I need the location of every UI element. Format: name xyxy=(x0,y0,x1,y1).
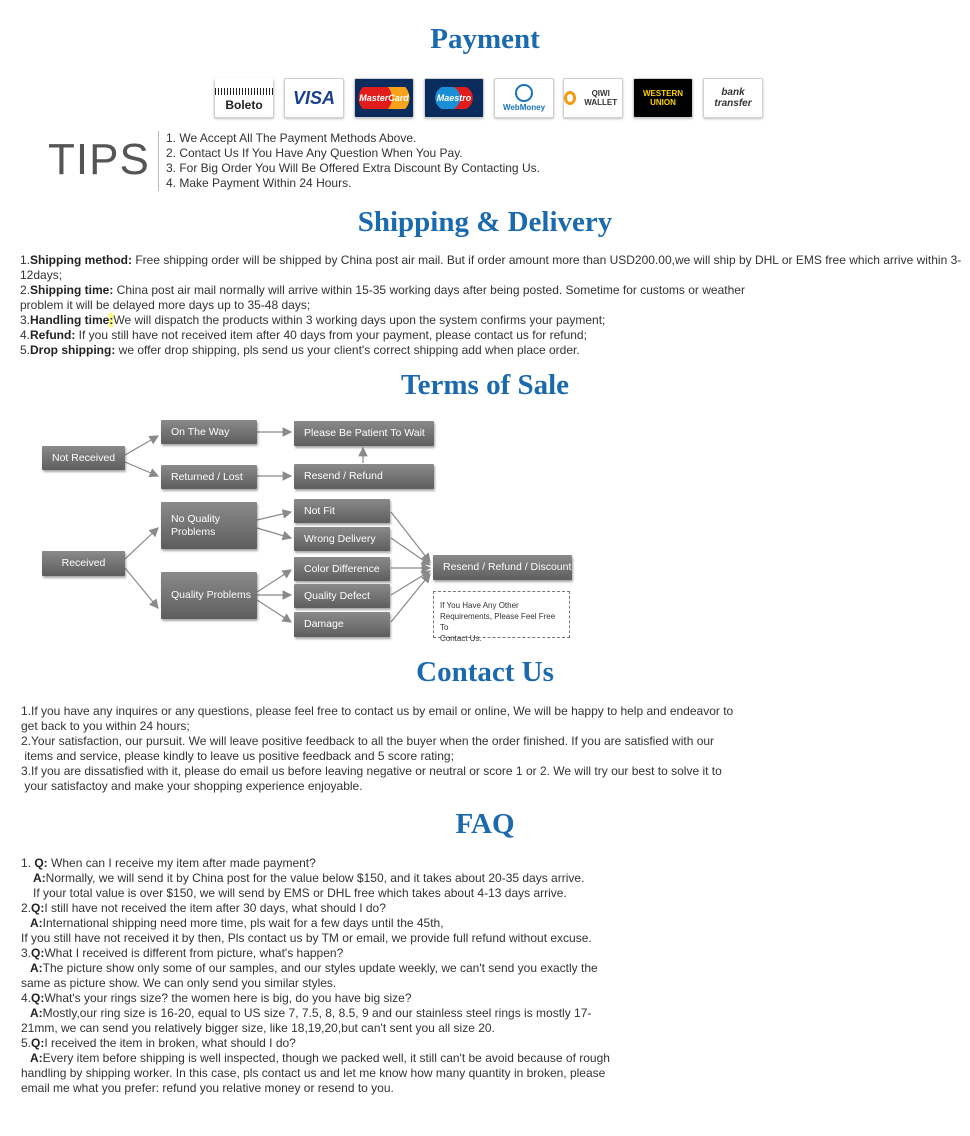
shipping-heading: Shipping & Delivery xyxy=(357,206,613,238)
flow-received: Received xyxy=(42,551,125,576)
visa-icon: VISA xyxy=(284,78,344,118)
bank-transfer-icon: bank transfer xyxy=(703,78,763,118)
tip-item: 3. For Big Order You Will Be Offered Extra Discount By Contacting Us. xyxy=(166,161,540,175)
flow-not-received: Not Received xyxy=(42,446,125,470)
flow-wrong-delivery: Wrong Delivery xyxy=(294,527,390,551)
flow-be-patient: Please Be Patient To Wait xyxy=(294,421,434,446)
western-union-icon: WESTERN UNION xyxy=(633,78,693,118)
payment-heading: Payment xyxy=(430,23,540,55)
maestro-icon: Maestro xyxy=(424,78,484,118)
tip-item: 2. Contact Us If You Have Any Question When You Pay. xyxy=(166,146,463,160)
flow-on-the-way: On The Way xyxy=(161,420,257,444)
flow-resend-refund-discount: Resend / Refund / Discount xyxy=(433,555,572,580)
flow-returned-lost: Returned / Lost xyxy=(161,465,257,489)
tips-title: TIPS xyxy=(48,135,150,184)
flow-note: If You Have Any Other Requirements, Please Feel Free To Contact Us. xyxy=(433,591,570,638)
faq-heading: FAQ xyxy=(455,808,515,840)
mastercard-icon: MasterCard xyxy=(354,78,414,118)
flow-color-difference: Color Difference xyxy=(294,557,390,581)
boleto-icon: Boleto xyxy=(214,78,274,118)
flow-not-fit: Not Fit xyxy=(294,499,390,523)
qiwi-icon: QIWI WALLET xyxy=(563,78,623,118)
flow-resend-refund: Resend / Refund xyxy=(294,464,434,489)
contact-text: 1.If you have any inquires or any questions, please feel free to contact us by email or online, We will be happy to help and endeavor to get back to you within 24 hours; 2.Your satisfaction, our pursuit. We will leave positive feedback to all the buyer when the order finished. If you are satisfied with our items and service, please kindly to leave us positive feedback and 5 score rating; 3.If you are dissatisfied with it, please do email us before leaving negative or neutral or score 1 or 2. We will try our best to solve it to your satisfactoy and make your shopping experience enjoyable. xyxy=(21,704,734,793)
tip-item: 4. Make Payment Within 24 Hours. xyxy=(166,176,352,190)
webmoney-icon: WebMoney xyxy=(494,78,554,118)
flow-no-quality-problems: No Quality Problems xyxy=(161,502,257,549)
flow-quality-problems: Quality Problems xyxy=(161,572,257,619)
faq-text: 1. Q: When can I receive my item after made payment? A:Normally, we will send it by China post for the value below $150, and it takes about 20-35 days arrive. If your total value is over $150, we will send by EMS or DHL free which takes about 4-13 days arrive. 2.Q:I still have not received the item after 30 days, what should I do? A:International shipping need more time, pls wait for a few days until the 45th, If you still have not received it by then, Pls contact us by TM or email, we provide full refund without excuse. 3.Q:What I received is different from picture, what's happen? A:The picture show only some of our samples, and our styles update weekly, we can't send you exactly the same as picture show. We can only send you similar styles. 4.Q:What's your rings size? the women here is big, do you have big size? A:Mostly,our ring size is 16-20, equal to US size 7, 7.5, 8, 8.5, 9 and our stainless steel rings is mostly 17- 21mm, we can send you relatively bigger size, like 18,19,20,but can't sent you all size 20. 5.Q:I received the item in broken, what should I do? A:Every item before shipping is well inspected, though we packed well, it still can't be avoid because of rough handling by shipping worker. In this case, pls contact us and let me know how many quantity in broken, please email me what you prefer: refund you relative money or resend to you. xyxy=(21,856,610,1095)
contact-heading: Contact Us xyxy=(416,656,554,688)
flow-damage: Damage xyxy=(294,612,390,637)
shipping-text: 1.Shipping method: Free shipping order will be shipped by China post air mail. But if order amount more than USD200.00,we will ship by DHL or EMS free which arrive within 3- 12days; 2.Shipping time: China post air mail normally will arrive within 15-35 working days after being posted. Sometime for customs or weather problem it will be delayed more days up to 35-48 days; 3.Handling time:We will dispatch the products within 3 working days upon the system confirms your payment; 4.Refund: If you still have not received item after 40 days from your payment, please contact us for refund; 5.Drop shipping: we offer drop shipping, pls send us your client's correct shipping add when place order. xyxy=(20,253,962,357)
tip-item: 1. We Accept All The Payment Methods Above. xyxy=(166,131,417,145)
flow-quality-defect: Quality Defect xyxy=(294,584,390,608)
terms-heading: Terms of Sale xyxy=(400,369,570,401)
